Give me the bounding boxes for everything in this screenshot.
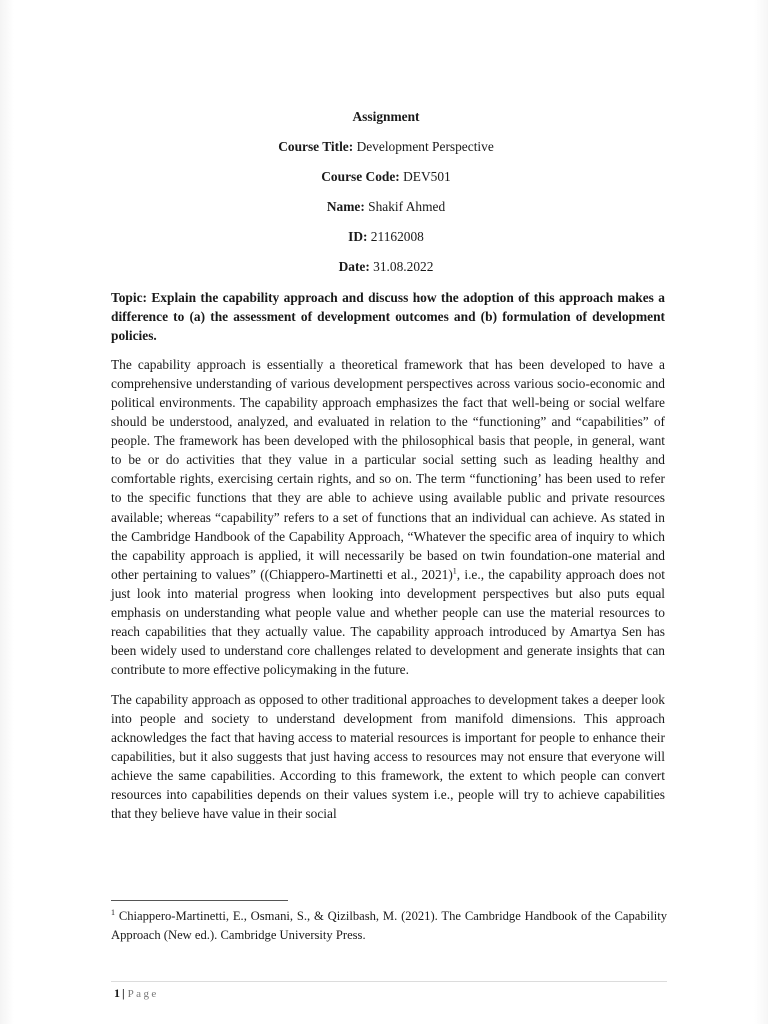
footnote-text: Chiappero-Martinetti, E., Osmani, S., & Qizilbash, M. (2021). The Cambridge Handbook of the Capability Approach (New ed.). Cambridge University Press. (111, 909, 667, 942)
footnote-reference: 1 (452, 566, 457, 576)
date-line (0, 258, 768, 275)
student-id-value: 21162008 (367, 229, 424, 245)
assignment-title (0, 108, 768, 125)
document-body (111, 288, 665, 823)
assignment-header (0, 108, 768, 289)
footnote (111, 907, 667, 945)
page-label: Page (127, 988, 159, 1000)
body-paragraph-1 (111, 355, 665, 679)
footnote-divider (111, 900, 288, 901)
date-value: 31.08.2022 (369, 259, 434, 275)
course-code-value: DEV501 (399, 169, 451, 185)
assignment-title-text: Assignment (352, 109, 420, 124)
course-code-label: Course Code: (321, 169, 400, 185)
page-footer-divider (111, 981, 667, 982)
paragraph-1-text-b: , i.e., the capability approach does not just look into material progress when looking into development perspectives but also puts equal emphasis on understanding what people value and whether people can use the material resources to reach capabilities that they actually value. The capability approach introduced by Amartya Sen has been widely used to understand core challenges related to development and generate insights that can contribute to more effective policymaking in the future. (111, 566, 665, 677)
page-footer-separator: | (122, 986, 125, 1000)
paragraph-1-text-a: The capability approach is essentially a theoretical framework that has been developed to have a comprehensive understanding of various development perspectives across various socio-economic and political environments. The capability approach emphasizes the fact that well-being or social welfare should be understood, analyzed, and evaluated in relation to the “functioning” and “capabilities” of people. The framework has been developed with the philosophical basis that people, in general, want to be or do activities that they value in a particular social setting such as leading healthy and comfortable rights, exercising certain rights, and so on. The term “functioning’ has been used to refer to the specific functions that they are able to achieve using available public and private resources available; whereas “capability” refers to a set of functions that an individual can achieve. As stated in the Cambridge Handbook of the Capability Approach, “Whatever the specific area of inquiry to which the capability approach is applied, it will necessarily be based on twin foundation-one material and other pertaining to values” ((Chiappero-Martinetti et al., 2021) (111, 357, 665, 582)
course-title-line (0, 138, 768, 155)
topic-heading: Topic: Explain the capability approach and discuss how the adoption of this approach makes a difference to (a) the assessment of development outcomes and (b) formulation of development policies. (111, 290, 665, 344)
page-number: 1 (114, 986, 120, 1000)
date-label: Date: (338, 259, 370, 275)
course-code-line (0, 168, 768, 185)
course-title-value: Development Perspective (353, 139, 494, 155)
page-footer (114, 985, 159, 1002)
footnote-mark: 1 (111, 907, 115, 917)
student-name-label: Name: (326, 199, 365, 215)
student-id-line (0, 228, 768, 245)
student-name-value: Shakif Ahmed (364, 199, 446, 215)
student-name-line (0, 198, 768, 215)
course-title-label: Course Title: (278, 139, 354, 155)
student-id-label: ID: (348, 229, 368, 245)
body-paragraph-2: The capability approach as opposed to other traditional approaches to development takes a deeper look into people and society to understand development from manifold dimensions. This approach acknowledges the fact that having access to material resources is important for people to enhance their capabilities, but it also suggests that just having access to resources may not ensure that everyone will achieve the same capabilities. According to this framework, the extent to which people can convert resources into capabilities depends on their values system i.e., people will try to achieve capabilities that they believe have value in their social (111, 691, 665, 822)
